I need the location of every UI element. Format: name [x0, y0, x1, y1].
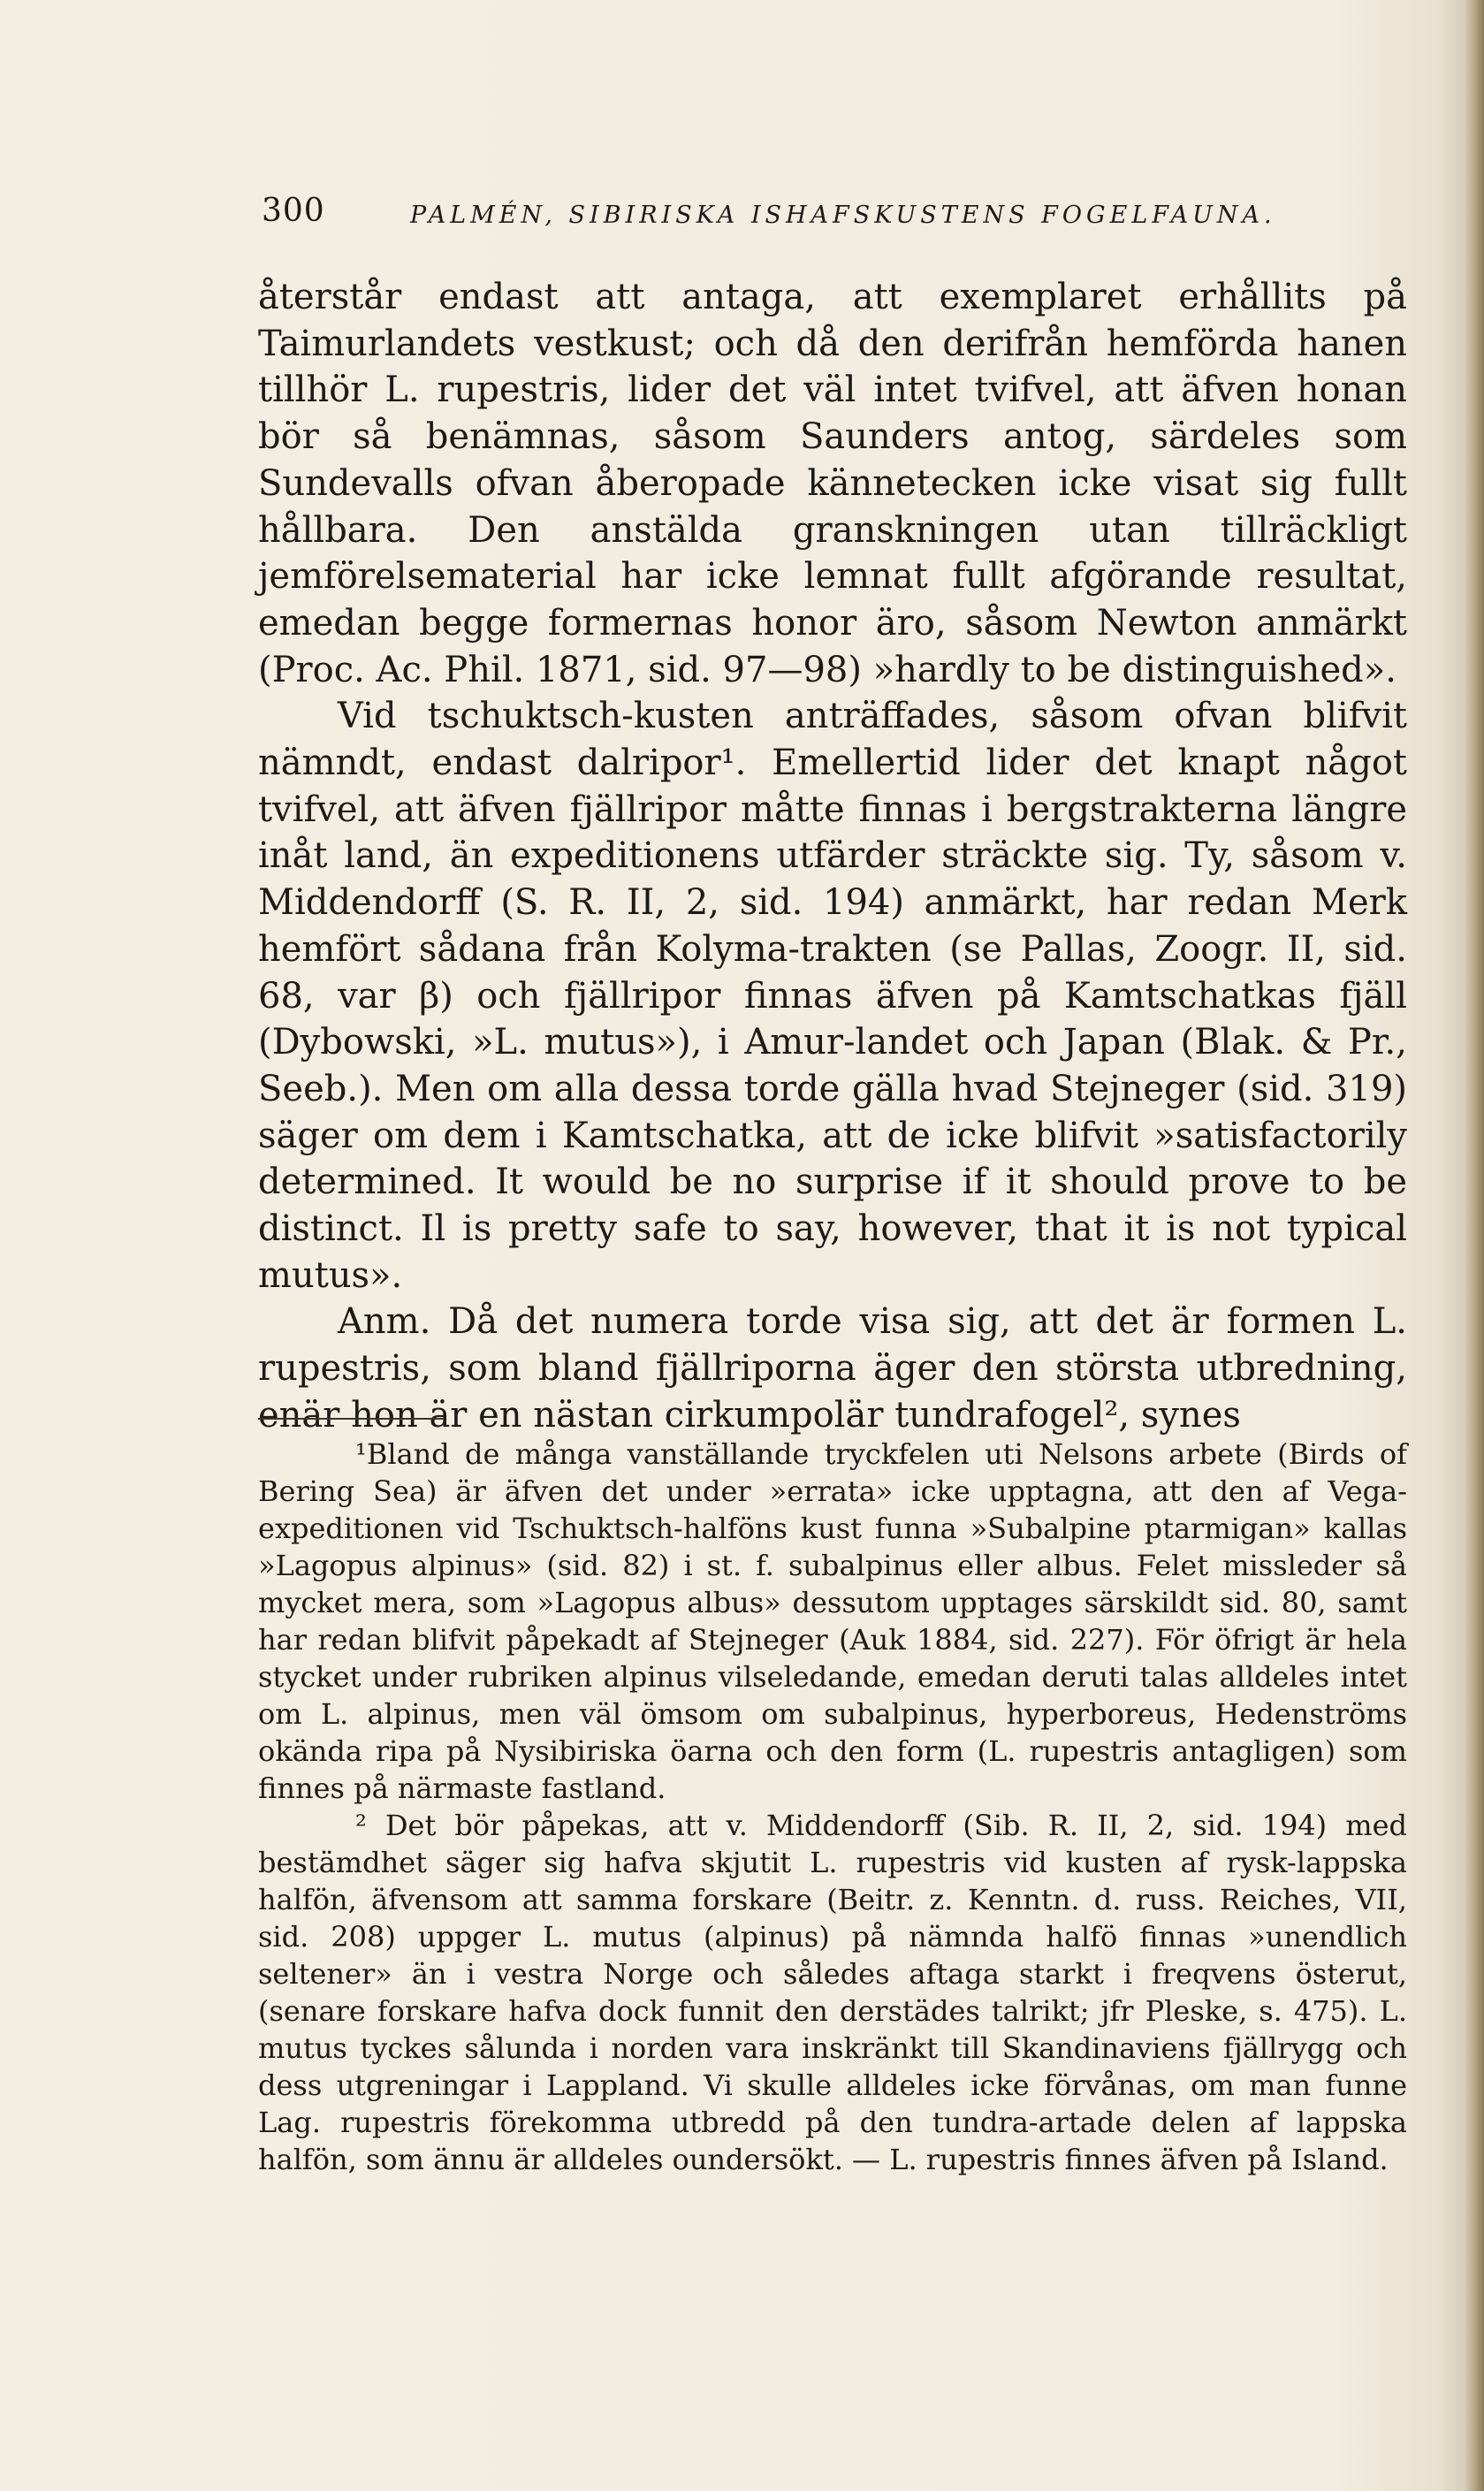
running-title: PALMÉN, SIBIRISKA ISHAFSKUSTENS FOGELFAUNA.: [410, 202, 1276, 229]
paragraph: Anm. Då det numera torde visa sig, att det är formen L. rupestris, som bland fjällriporna äger den största utbredning, enär hon är en nästan cirkumpolär tundrafogel², synes: [258, 1301, 1407, 1436]
footnote-divider: [258, 1418, 444, 1420]
body-text: [258, 274, 1407, 1439]
footnote: ¹Bland de många vanställande tryckfelen uti Nelsons arbete (Birds of Bering Sea) är äfven det under »errata» icke upptagna, att den af Vega-expeditionen vid Tschuktsch-halföns kust funna »Subalpine ptarmigan» kallas »Lagopus alpinus» (sid. 82) i st. f. subalpinus eller albus. Felet missleder så mycket mera, som »Lagopus albus» dessutom upptages särskildt sid. 80, samt har redan blifvit påpekadt af Stejneger (Auk 1884, sid. 227). För öfrigt är hela stycket under rubriken alpinus vilseledande, emedan deruti talas alldeles intet om L. alpinus, men väl ömsom om subalpinus, hyperboreus, Hedenströms okända ripa på Nysibiriska öarna och den form (L. rupestris antagligen) som finnes på närmaste fastland.: [258, 1437, 1407, 1805]
paragraph: återstår endast att antaga, att exemplaret erhållits på Taimurlandets vestkust; och då den derifrån hemförda hanen tillhör L. rupestris, lider det väl intet tvifvel, att äfven honan bör så benämnas, såsom Saunders antog, särdeles som Sundevalls ofvan åberopade kännetecken icke visat sig fullt hållbara. Den anstälda granskningen utan tillräckligt jemförelsematerial har icke lemnat fullt afgörande resultat, emedan begge formernas honor äro, såsom Newton anmärkt (Proc. Ac. Phil. 1871, sid. 97—98) »hardly to be distinguished».: [258, 277, 1407, 690]
footnote: ² Det bör påpekas, att v. Middendorff (Sib. R. II, 2, sid. 194) med bestämdhet säger sig hafva skjutit L. rupestris vid kusten af rysk-lappska halfön, äfvensom att samma forskare (Beitr. z. Kenntn. d. russ. Reiches, VII, sid. 208) uppger L. mutus (alpinus) på nämnda halfö finnas »unendlich seltener» än i vestra Norge och således aftaga starkt i freqvens österut, (senare forskare hafva dock funnit den derstädes talrikt; jfr Pleske, s. 475). L. mutus tyckes sålunda i norden vara inskränkt till Skandinaviens fjällrygg och dess utgreningar i Lappland. Vi skulle alldeles icke förvånas, om man funne Lag. rupestris förekomma utbredd på den tundra-artade delen af lappska halfön, som ännu är alldeles oundersökt. — L. rupestris finnes äfven på Island.: [258, 1809, 1407, 2176]
page-header: [262, 193, 1419, 228]
paragraph: Vid tschuktsch-kusten anträffades, såsom ofvan blifvit nämndt, endast dalripor¹. Emellertid lider det knapt något tvifvel, att äfven fjällripor måtte finnas i bergstrakterna längre inåt land, än expeditionens utfärder sträckte sig. Ty, såsom v. Middendorff (S. R. II, 2, sid. 194) anmärkt, har redan Merk hemfört sådana från Kolyma-trakten (se Pallas, Zoogr. II, sid. 68, var β) och fjällripor finnas äfven på Kamtschatkas fjäll (Dybowski, »L. mutus»), i Amur-landet och Japan (Blak. & Pr., Seeb.). Men om alla dessa torde gälla hvad Stejneger (sid. 319) säger om dem i Kamtschatka, att de icke blifvit »satisfactorily determined. It would be no surprise if it should prove to be distinct. Il is pretty safe to say, however, that it is not typical mutus».: [258, 696, 1407, 1296]
page-edge: [1465, 0, 1484, 2491]
footnotes: [258, 1436, 1407, 2178]
page-number: 300: [262, 193, 325, 229]
